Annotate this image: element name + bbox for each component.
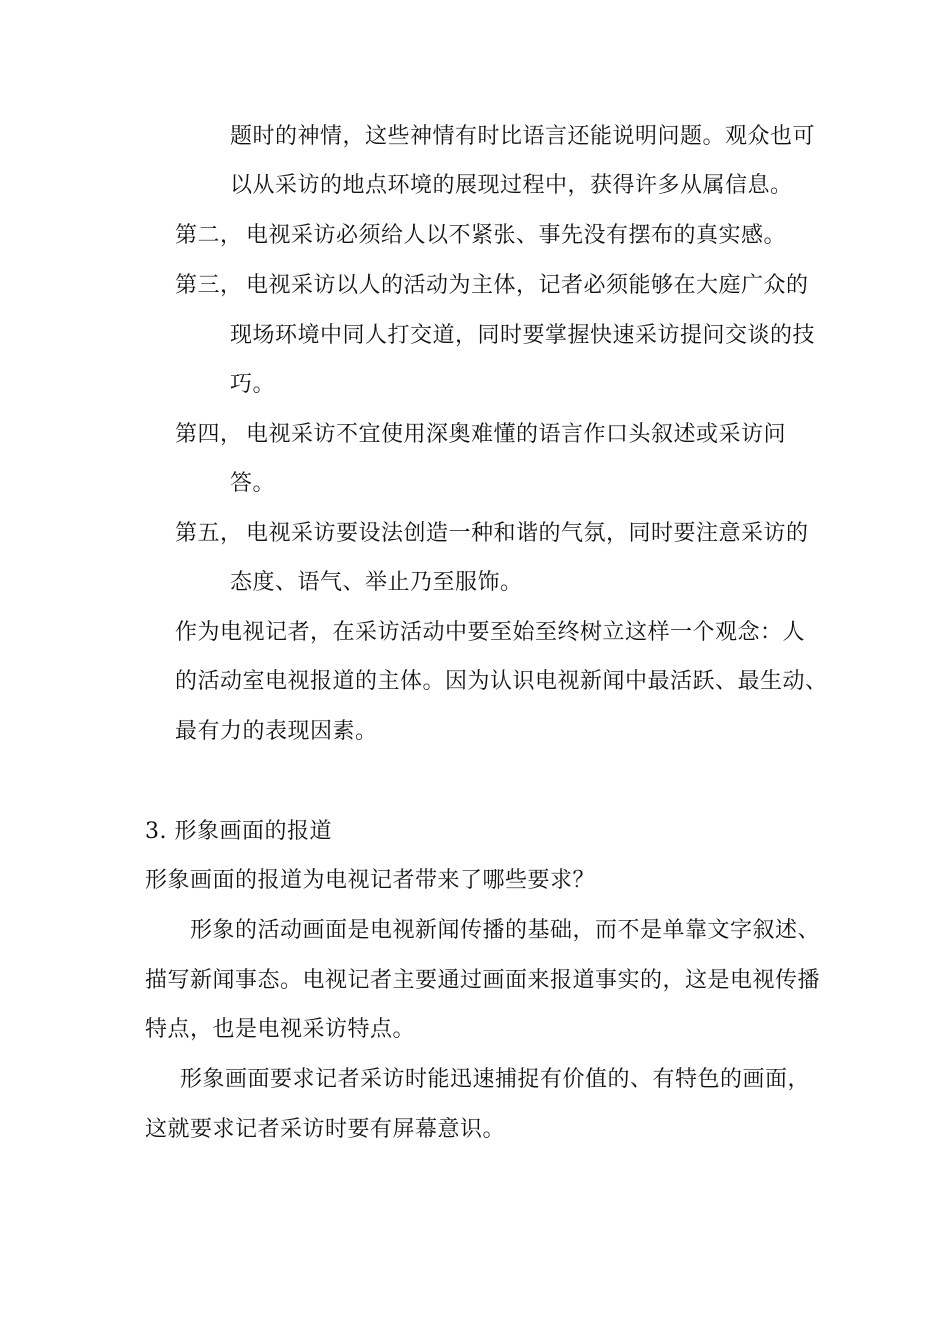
point-text: 电视采访以人的活动为主体，记者必须能够在大庭广众的 (246, 273, 809, 298)
point-text: 现场环境中同人打交道，同时要掌握快速采访提问交谈的技 (230, 323, 816, 348)
point-label: 第五， (175, 521, 243, 546)
text-line: 以从采访的地点环境的展现过程中，获得许多从属信息。 (230, 173, 793, 198)
point-text: 电视采访必须给人以不紧张、事先没有摆布的真实感。 (246, 223, 787, 248)
paragraph-line: 这就要求记者采访时要有屏幕意识。 (145, 1117, 506, 1142)
paragraph-line: 特点，也是电视采访特点。 (145, 1017, 416, 1042)
summary-line: 最有力的表现因素。 (175, 719, 378, 744)
point-text: 电视采访不宜使用深奥难懂的语言作口头叙述或采访问 (246, 422, 787, 447)
paragraph-line: 描写新闻事态。电视记者主要通过画面来报道事实的，这是电视传播 (145, 968, 821, 993)
point-text: 态度、语气、举止乃至服饰。 (230, 570, 523, 595)
section-heading: 3. 形象画面的报道 (145, 819, 332, 844)
paragraph-line: 形象画面要求记者采访时能迅速捕捉有价值的、有特色的画面， (180, 1067, 811, 1092)
point-text: 答。 (230, 471, 276, 496)
paragraph-line: 形象的活动画面是电视新闻传播的基础，而不是单靠文字叙述、 (190, 918, 821, 943)
question-line: 形象画面的报道为电视记者带来了哪些要求？ (145, 868, 596, 893)
summary-line: 的活动室电视报道的主体。因为认识电视新闻中最活跃、最生动、 (175, 669, 828, 694)
point-label: 第四， (175, 422, 243, 447)
point-label: 第二， (175, 223, 243, 248)
summary-line: 作为电视记者，在采访活动中要至始至终树立这样一个观念：人 (175, 620, 806, 645)
point-text: 巧。 (230, 372, 276, 397)
point-text: 电视采访要设法创造一种和谐的气氛，同时要注意采访的 (246, 521, 809, 546)
point-label: 第三， (175, 273, 243, 298)
text-line: 题时的神情，这些神情有时比语言还能说明问题。观众也可 (230, 124, 816, 149)
